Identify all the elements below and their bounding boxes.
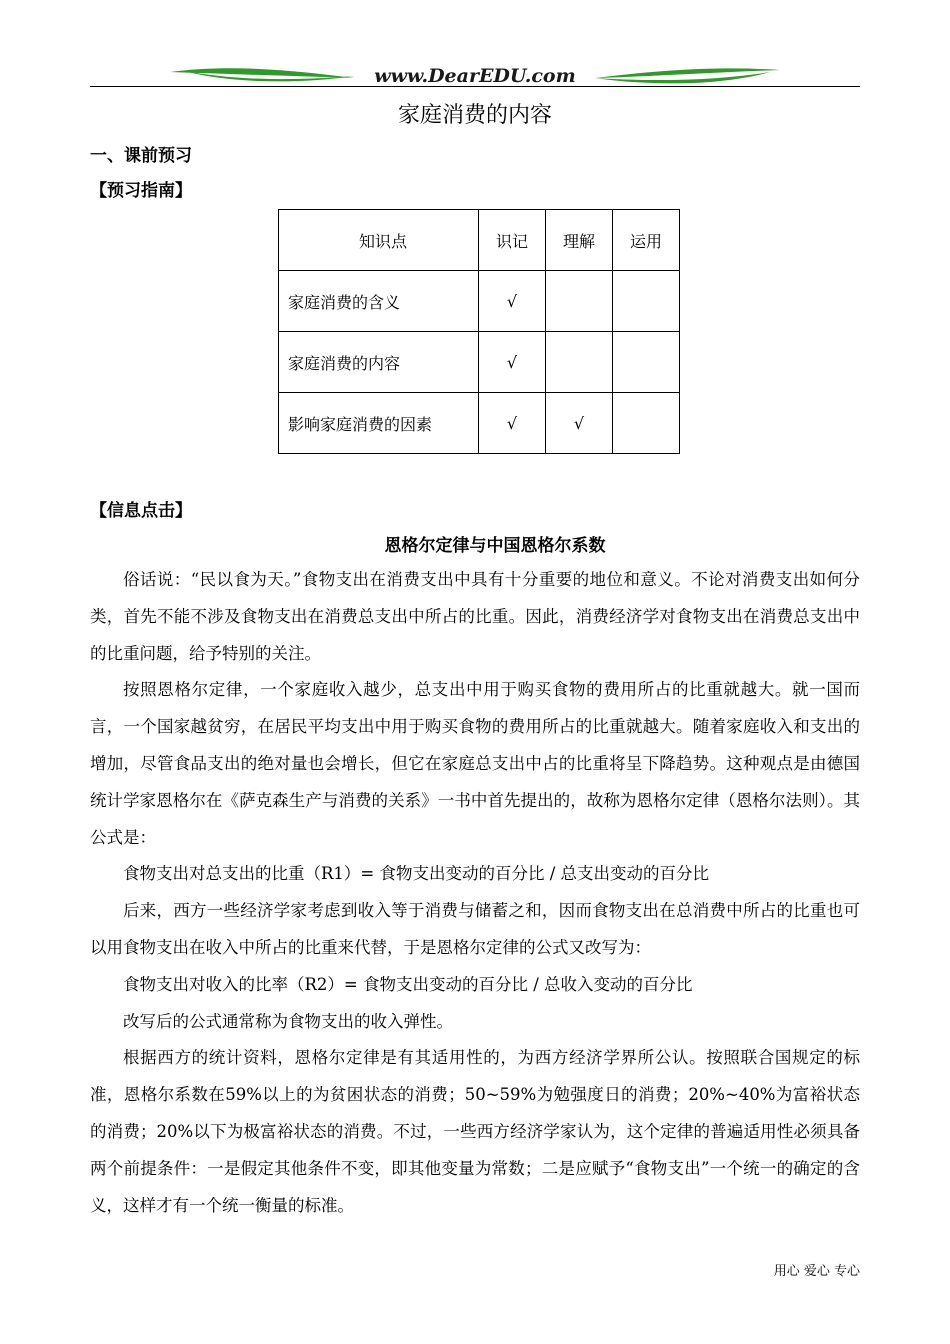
logo-text: www.DearEDU.com — [374, 65, 576, 87]
paragraph: 后来，西方一些经济学家考虑到收入等于消费与储蓄之和，因而食物支出在总消费中所占的比重也可以用食物支出在收入中所占的比重来代替，于是恩格尔定律的公式又改写为： — [90, 901, 860, 957]
formula-r2: 食物支出对收入的比率（R2）= 食物支出变动的百分比 / 总收入变动的百分比 — [123, 974, 693, 994]
paragraph: 按照恩格尔定律，一个家庭收入越少，总支出中用于购买食物的费用所占的比重就越大。就一国而言，一个国家越贫穷，在居民平均支出中用于购买食物的费用所占的比重就越大。随着家庭收入和支出的增加，尽管食品支出的绝对量也会增长，但它在家庭总支出中占的比重将呈下降趋势。这种观点是由德国统计学家恩格尔在《萨克森生产与消费的关系》一书中首先提出的，故称为恩格尔定律（恩格尔法则）。其公式是： — [90, 680, 860, 847]
table-cell — [546, 271, 613, 332]
table-row — [279, 332, 680, 393]
header-logo — [170, 60, 780, 92]
col-header: 识记 — [479, 210, 546, 271]
table-header-row — [279, 210, 680, 271]
table-cell: √ — [479, 393, 546, 454]
left-swoosh — [170, 68, 355, 78]
article-title: 恩格尔定律与中国恩格尔系数 — [384, 536, 606, 556]
formula-r1: 食物支出对总支出的比重（R1）= 食物支出变动的百分比 / 总支出变动的百分比 — [123, 864, 710, 884]
article-body — [90, 562, 860, 1224]
header-rule — [90, 86, 860, 87]
table-cell — [613, 332, 680, 393]
table-cell: 影响家庭消费的因素 — [279, 393, 479, 454]
table-cell — [613, 393, 680, 454]
right-swoosh — [595, 68, 780, 78]
info-heading: 【信息点击】 — [90, 501, 192, 521]
study-guide-table — [278, 209, 680, 454]
paragraph: 根据西方的统计资料，恩格尔定律是有其适用性的，为西方经济学界所公认。按照联合国规定的标准，恩格尔系数在59%以上的为贫困状态的消费；50~59%为勉强度日的消费；20%~40%为富裕状态的消费；20%以下为极富裕状态的消费。不过，一些西方经济学家认为，这个定律的普遍适用性必须具备两个前提条件：一是假定其他条件不变，即其他变量为常数；二是应赋予“食物支出”一个统一的确定的含义，这样才有一个统一衡量的标准。 — [90, 1048, 860, 1215]
table-cell: √ — [546, 393, 613, 454]
table-cell: 家庭消费的含义 — [279, 271, 479, 332]
table-cell — [613, 271, 680, 332]
document-title: 家庭消费的内容 — [397, 103, 552, 128]
table-row — [279, 393, 680, 454]
table-cell: √ — [479, 332, 546, 393]
footer-text: 用心 爱心 专心 — [773, 1264, 860, 1279]
paragraph: 俗话说：“民以食为天。”食物支出在消费支出中具有十分重要的地位和意义。不论对消费支出如何分类，首先不能不涉及食物支出在消费总支出中所占的比重。因此，消费经济学对食物支出在消费总支出中的比重问题，给予特别的关注。 — [90, 570, 860, 663]
table-cell: √ — [479, 271, 546, 332]
table-cell: 家庭消费的内容 — [279, 332, 479, 393]
section-heading-preview: 一、课前预习 — [90, 146, 192, 166]
col-header: 理解 — [546, 210, 613, 271]
col-header: 知识点 — [279, 210, 479, 271]
col-header: 运用 — [613, 210, 680, 271]
table-row — [279, 271, 680, 332]
guide-heading: 【预习指南】 — [90, 181, 192, 201]
table-cell — [546, 332, 613, 393]
paragraph: 改写后的公式通常称为食物支出的收入弹性。 — [123, 1011, 453, 1031]
